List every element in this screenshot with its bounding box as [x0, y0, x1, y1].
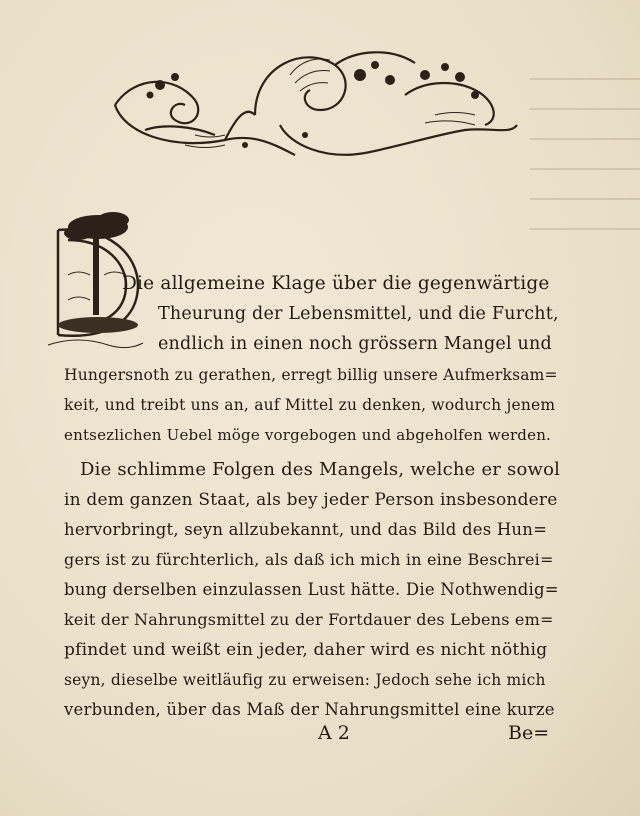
text-line: Die schlimme Folgen des Mangels, welche er sowol: [80, 459, 561, 480]
text-line: gers ist zu fürchterlich, als daß ich mich in eine Beschrei=: [64, 550, 554, 569]
text-line: verbunden, über das Maß der Nahrungsmittel eine kurze: [64, 700, 555, 719]
bleed-through-text: [530, 60, 640, 240]
text-line: keit, und treibt uns an, auf Mittel zu denken, wodurch jenem: [64, 396, 556, 414]
text-line: bung derselben einzulassen Lust hätte. Die Nothwendig=: [64, 580, 559, 599]
text-line: in dem ganzen Staat, als bey jeder Person insbesondere: [64, 490, 558, 510]
text-line: Hungersnoth zu gerathen, erregt billig unsere Aufmerksam=: [64, 366, 558, 384]
text-line: hervorbringt, seyn allzubekannt, und das Bild des Hun=: [64, 520, 548, 539]
signature-mark: A 2: [318, 722, 350, 744]
text-line: Die allgemeine Klage über die gegenwärtige: [122, 273, 550, 294]
headpiece-ornament: [105, 35, 525, 165]
text-line: pfindet und weißt ein jeder, daher wird es nicht nöthig: [64, 640, 548, 660]
text-line: Theurung der Lebensmittel, und die Furcht,: [158, 304, 559, 324]
text-line: entsezlichen Uebel möge vorgebogen und abgeholfen werden.: [64, 426, 552, 444]
text-line: keit der Nahrungsmittel zu der Fortdauer des Lebens em=: [64, 610, 554, 629]
text-line: seyn, dieselbe weitläufig zu erweisen: Jedoch sehe ich mich: [64, 671, 546, 689]
text-line: endlich in einen noch grössern Mangel und: [158, 334, 552, 354]
catchword: Be=: [508, 722, 550, 744]
